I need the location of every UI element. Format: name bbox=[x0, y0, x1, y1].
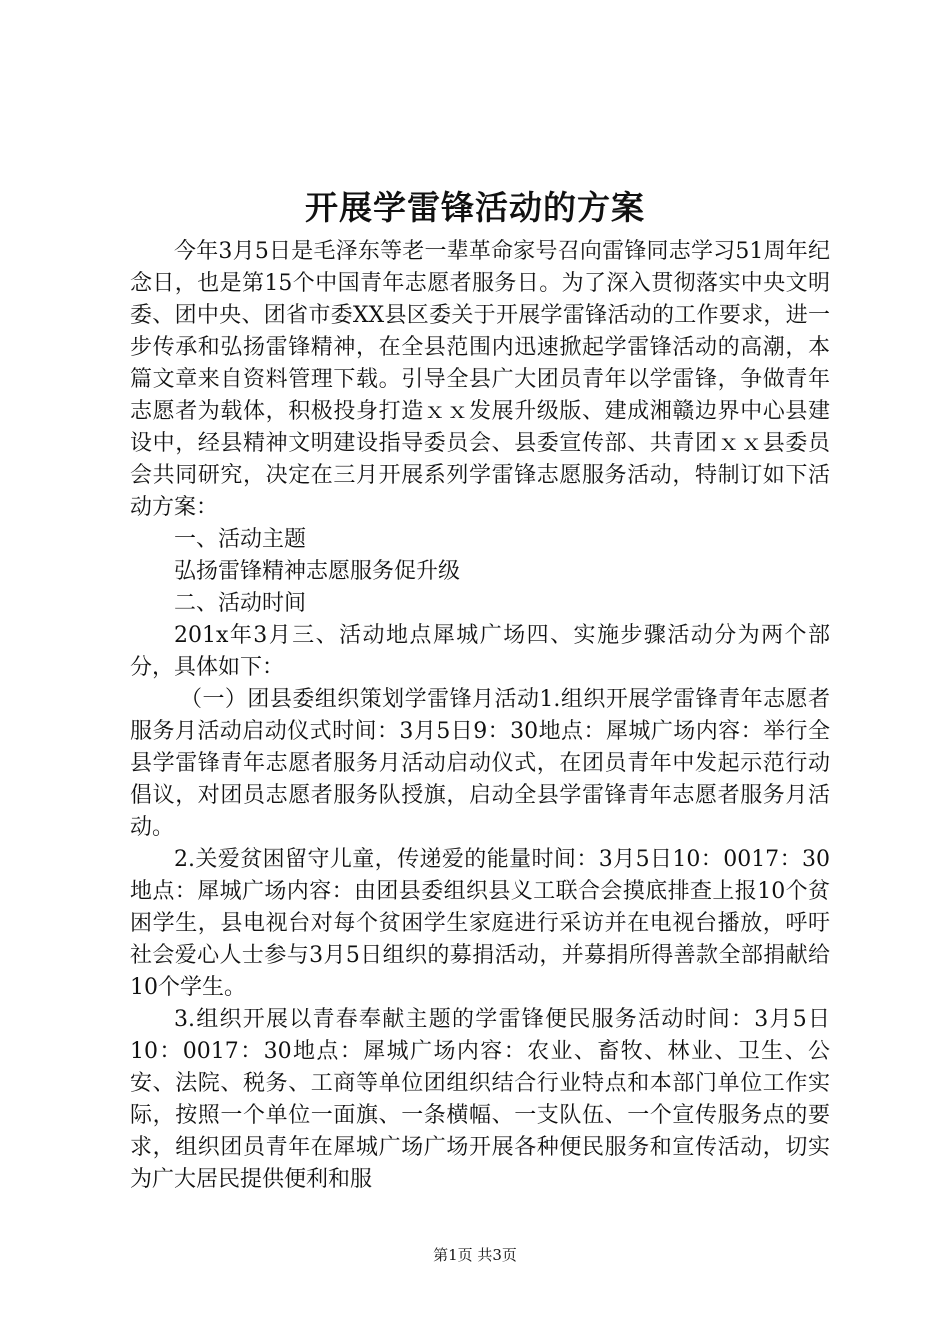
heading-activity-theme: 一、活动主题 bbox=[174, 527, 307, 552]
document-body bbox=[130, 236, 830, 1196]
document-title: 开展学雷锋活动的方案 bbox=[305, 188, 645, 227]
paragraph-activity-time: 201x年3月三、活动地点犀城广场四、实施步骤活动分为两个部分，具体如下： bbox=[130, 623, 830, 680]
heading-activity-time: 二、活动时间 bbox=[174, 591, 307, 616]
page-footer: 第1页 共3页 bbox=[433, 1246, 517, 1264]
paragraph-item-two: 2.关爱贫困留守儿童，传递爱的能量时间：3月5日10：0017：30地点：犀城广场内容：由团县委组织县义工联合会摸底排查上报10个贫困学生，县电视台对每个贫困学生家庭进行采访并在电视台播放，呼吁社会爱心人士参与3月5日组织的募捐活动，并募捐所得善款全部捐献给10个学生。 bbox=[130, 847, 830, 1000]
paragraph-section-one: （一）团县委组织策划学雷锋月活动1.组织开展学雷锋青年志愿者服务月活动启动仪式时间：3月5日9：30地点：犀城广场内容：举行全县学雷锋青年志愿者服务月活动启动仪式，在团员青年中发起示范行动倡议，对团员志愿者服务队授旗，启动全县学雷锋青年志愿者服务月活动。 bbox=[130, 687, 830, 840]
paragraph-intro: 今年3月5日是毛泽东等老一辈革命家号召向雷锋同志学习51周年纪念日，也是第15个中国青年志愿者服务日。为了深入贯彻落实中央文明委、团中央、团省市委XX县区委关于开展学雷锋活动的工作要求，进一步传承和弘扬雷锋精神，在全县范围内迅速掀起学雷锋活动的高潮，本篇文章来自资料管理下载。引导全县广大团员青年以学雷锋，争做青年志愿者为载体，积极投身打造ｘｘ发展升级版、建成湘赣边界中心县建设中，经县精神文明建设指导委员会、县委宣传部、共青团ｘｘ县委员会共同研究，决定在三月开展系列学雷锋志愿服务活动，特制订如下活动方案： bbox=[130, 239, 830, 520]
paragraph-item-three: 3.组织开展以青春奉献主题的学雷锋便民服务活动时间：3月5日10：0017：30地点：犀城广场内容：农业、畜牧、林业、卫生、公安、法院、税务、工商等单位团组织结合行业特点和本部门单位工作实际，按照一个单位一面旗、一条横幅、一支队伍、一个宣传服务点的要求，组织团员青年在犀城广场广场开展各种便民服务和宣传活动，切实为广大居民提供便利和服 bbox=[130, 1007, 830, 1192]
paragraph-activity-theme: 弘扬雷锋精神志愿服务促升级 bbox=[174, 559, 461, 584]
